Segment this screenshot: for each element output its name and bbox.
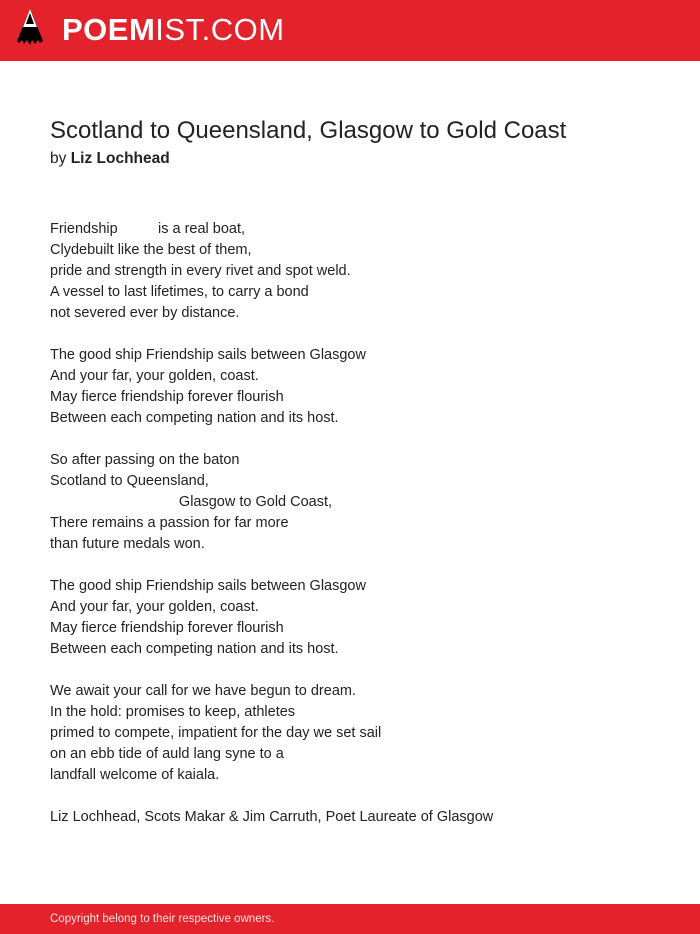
poem-line: In the hold: promises to keep, athletes (50, 704, 296, 720)
poem-line: And your far, your golden, coast. (50, 599, 259, 615)
poem-line: not severed ever by distance. (50, 305, 240, 321)
poem-line: Between each competing nation and its host. (50, 410, 339, 426)
poem-line: Scotland to Queensland, (50, 473, 209, 489)
poem-line: May fierce friendship forever flourish (50, 389, 284, 405)
stanza-break (50, 555, 670, 576)
poem-line: Glasgow to Gold Coast, (50, 494, 333, 510)
poem-line: on an ebb tide of auld lang syne to a (50, 746, 284, 762)
site-footer (0, 904, 700, 934)
poem-line: A vessel to last lifetimes, to carry a bond (50, 284, 309, 300)
poem-line: We await your call for we have begun to dream. (50, 683, 357, 699)
logo-brand-light: IST.COM (155, 12, 285, 47)
poem-line: May fierce friendship forever flourish (50, 620, 284, 636)
byline-prefix: by (50, 150, 67, 167)
poem-line: than future medals won. (50, 536, 205, 552)
poem-line: primed to compete, impatient for the day we set sail (50, 725, 382, 741)
pencil-icon[interactable] (17, 9, 43, 51)
poem-line: pride and strength in every rivet and spot weld. (50, 263, 351, 279)
author-name: Liz Lochhead (70, 150, 170, 167)
poem-line: Friendship is a real boat, (50, 221, 246, 237)
stanza-break (50, 660, 670, 681)
logo-brand-bold: POEM (62, 12, 156, 47)
poem-line: Between each competing nation and its host. (50, 641, 339, 657)
stanza-break (50, 429, 670, 450)
poem-title: Scotland to Queensland, Glasgow to Gold Coast (50, 117, 567, 144)
poem-body (50, 219, 670, 828)
poem-line: So after passing on the baton (50, 452, 240, 468)
copyright-notice: Copyright belong to their respective owners. (50, 913, 275, 925)
poem-line: And your far, your golden, coast. (50, 368, 259, 384)
poem-line: There remains a passion for far more (50, 515, 289, 531)
poem-line: Clydebuilt like the best of them, (50, 242, 252, 258)
poem-line: landfall welcome of kaiala. (50, 767, 220, 783)
stanza-break (50, 324, 670, 345)
poem-line: The good ship Friendship sails between Glasgow (50, 578, 366, 594)
site-logo[interactable] (62, 12, 285, 48)
poem-line: The good ship Friendship sails between Glasgow (50, 347, 366, 363)
stanza-break (50, 786, 670, 807)
site-header (0, 0, 700, 61)
byline (50, 149, 170, 169)
poem-line: Liz Lochhead, Scots Makar & Jim Carruth, Poet Laureate of Glasgow (50, 809, 494, 825)
